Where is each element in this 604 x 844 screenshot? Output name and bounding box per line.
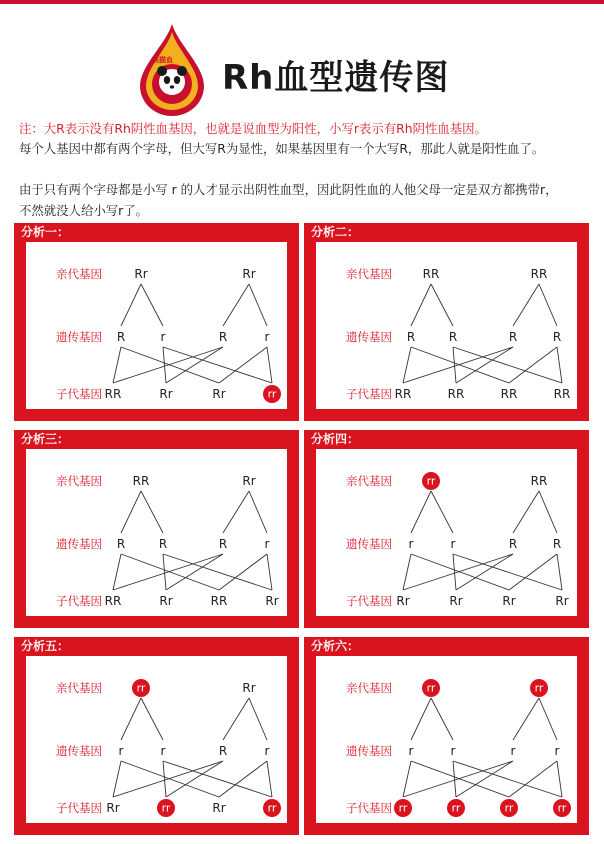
gene-child-line: [163, 347, 166, 383]
row-label-child: 子代基因: [56, 387, 102, 401]
gene-child-line: [166, 761, 223, 797]
gene-child-line: [163, 554, 272, 590]
gene-allele: R: [218, 330, 228, 344]
child-genotype: RR: [104, 594, 122, 608]
child-genotype: Rr: [159, 594, 173, 608]
panel-6: [304, 637, 589, 835]
gene-child-line: [113, 347, 121, 383]
parent-gene-line: [121, 284, 141, 326]
row-label-parent: 亲代基因: [56, 681, 102, 695]
gene-child-line: [267, 554, 272, 590]
inheritance-diagram: [316, 449, 577, 616]
panel-body: [26, 449, 287, 616]
parent-gene-line: [121, 491, 141, 533]
page-title: Rh血型遗传图: [222, 58, 450, 98]
panel-heading: 分析三：: [21, 432, 70, 446]
panel-1: [14, 223, 299, 421]
child-genotype: rr: [267, 387, 277, 401]
gene-allele: r: [160, 744, 166, 758]
gene-allele: R: [508, 330, 518, 344]
parent-gene-line: [513, 491, 539, 533]
child-genotype: RR: [447, 387, 465, 401]
gene-allele: r: [160, 330, 166, 344]
gene-allele: r: [264, 330, 270, 344]
note-line-1: 每个人基因中都有两个字母，但大写R为显性，如果基因里有一个大写R，那此人就是阳性血了。: [19, 141, 545, 156]
parent-gene-line: [411, 698, 431, 740]
gene-allele: r: [510, 744, 516, 758]
panel-heading: 分析一：: [21, 225, 70, 239]
child-genotype: Rr: [106, 801, 120, 815]
panel-body: [316, 242, 577, 409]
gene-allele: r: [264, 744, 270, 758]
row-label-child: 子代基因: [346, 594, 392, 608]
gene-allele: r: [408, 537, 414, 551]
gene-allele: R: [116, 537, 126, 551]
gene-child-line: [113, 554, 223, 590]
parent-gene-line: [223, 284, 249, 326]
gene-child-line: [411, 347, 509, 383]
panel-heading: 分析六：: [311, 639, 360, 653]
parent-gene-line: [431, 698, 453, 740]
child-genotype: rr: [398, 801, 408, 815]
parent-gene-line: [513, 698, 539, 740]
row-label-child: 子代基因: [56, 594, 102, 608]
gene-child-line: [509, 347, 557, 383]
gene-allele: R: [116, 330, 126, 344]
gene-child-line: [113, 761, 223, 797]
panel-5: [14, 637, 299, 835]
note-line-3: 不然就没人给小写r了。: [19, 203, 149, 218]
gene-allele: R: [158, 537, 168, 551]
gene-child-line: [166, 347, 223, 383]
parent-genotype: rr: [136, 681, 146, 695]
child-genotype: Rr: [212, 387, 226, 401]
gene-child-line: [456, 347, 513, 383]
gene-child-line: [121, 347, 219, 383]
row-label-child: 子代基因: [56, 801, 102, 815]
row-label-parent: 亲代基因: [346, 267, 392, 281]
gene-child-line: [453, 347, 562, 383]
parent-genotype: RR: [422, 267, 440, 281]
parent-genotype: RR: [530, 267, 548, 281]
row-label-child: 子代基因: [346, 801, 392, 815]
gene-child-line: [403, 554, 513, 590]
gene-allele: r: [450, 744, 456, 758]
gene-child-line: [411, 554, 509, 590]
child-genotype: rr: [504, 801, 514, 815]
gene-allele: r: [408, 744, 414, 758]
gene-child-line: [166, 554, 223, 590]
gene-child-line: [113, 554, 121, 590]
child-genotype: rr: [267, 801, 277, 815]
row-label-gene: 遗传基因: [56, 537, 102, 551]
gene-child-line: [113, 347, 223, 383]
child-genotype: RR: [500, 387, 518, 401]
panel-4: [304, 430, 589, 628]
parent-gene-line: [539, 698, 557, 740]
gene-child-line: [403, 761, 513, 797]
gene-child-line: [163, 347, 272, 383]
parent-genotype: rr: [426, 681, 436, 695]
child-genotype: RR: [104, 387, 122, 401]
gene-child-line: [509, 761, 557, 797]
gene-child-line: [453, 761, 456, 797]
top-accent-bar: [0, 0, 604, 4]
parent-genotype: RR: [530, 474, 548, 488]
child-genotype: RR: [210, 594, 228, 608]
parent-gene-line: [223, 698, 249, 740]
gene-child-line: [163, 554, 166, 590]
gene-child-line: [267, 761, 272, 797]
gene-child-line: [453, 761, 562, 797]
parent-gene-line: [249, 491, 267, 533]
gene-child-line: [557, 347, 562, 383]
gene-child-line: [219, 761, 267, 797]
gene-allele: R: [218, 744, 228, 758]
parent-gene-line: [411, 284, 431, 326]
logo-text: 熊猫血: [152, 56, 173, 64]
parent-genotype: Rr: [242, 267, 256, 281]
row-label-parent: 亲代基因: [346, 681, 392, 695]
gene-child-line: [113, 761, 121, 797]
child-genotype: RR: [394, 387, 412, 401]
parent-gene-line: [539, 284, 557, 326]
gene-child-line: [121, 554, 219, 590]
child-genotype: Rr: [555, 594, 569, 608]
gene-child-line: [557, 761, 562, 797]
gene-allele: R: [406, 330, 416, 344]
panel-body: [316, 449, 577, 616]
gene-child-line: [403, 347, 513, 383]
parent-gene-line: [141, 284, 163, 326]
inheritance-diagram: [26, 242, 287, 409]
note-line-2: 由于只有两个字母都是小写 r 的人才显示出阴性血型，因此阴性血的人他父母一定是双方都携带r，: [19, 182, 558, 197]
gene-child-line: [411, 761, 509, 797]
gene-child-line: [219, 347, 267, 383]
gene-child-line: [453, 554, 456, 590]
gene-allele: R: [552, 537, 562, 551]
gene-child-line: [456, 761, 513, 797]
parent-gene-line: [249, 698, 267, 740]
gene-allele: R: [508, 537, 518, 551]
row-label-gene: 遗传基因: [56, 330, 102, 344]
gene-child-line: [453, 554, 562, 590]
gene-allele: R: [218, 537, 228, 551]
gene-child-line: [163, 761, 166, 797]
child-genotype: Rr: [159, 387, 173, 401]
inheritance-diagram: [26, 449, 287, 616]
parent-gene-line: [431, 491, 453, 533]
panel-body: [316, 656, 577, 823]
row-label-child: 子代基因: [346, 387, 392, 401]
parent-genotype: RR: [132, 474, 150, 488]
gene-child-line: [456, 554, 513, 590]
gene-child-line: [509, 554, 557, 590]
gene-allele: r: [450, 537, 456, 551]
note-red: 注：大R表示没有Rh阴性血基因，也就是说血型为阳性，小写r表示有Rh阴性血基因。: [19, 121, 487, 136]
row-label-gene: 遗传基因: [56, 744, 102, 758]
gene-child-line: [453, 347, 456, 383]
parent-genotype: Rr: [242, 474, 256, 488]
gene-allele: R: [552, 330, 562, 344]
parent-genotype: rr: [534, 681, 544, 695]
row-label-parent: 亲代基因: [56, 474, 102, 488]
panel-heading: 分析五：: [21, 639, 70, 653]
parent-gene-line: [539, 491, 557, 533]
gene-allele: r: [118, 744, 124, 758]
inheritance-diagram: [316, 242, 577, 409]
panel-heading: 分析二：: [311, 225, 360, 239]
gene-child-line: [403, 761, 411, 797]
child-genotype: rr: [451, 801, 461, 815]
inheritance-diagram: [316, 656, 577, 823]
gene-child-line: [403, 554, 411, 590]
parent-genotype: rr: [426, 474, 436, 488]
child-genotype: Rr: [502, 594, 516, 608]
row-label-gene: 遗传基因: [346, 537, 392, 551]
gene-child-line: [267, 347, 272, 383]
child-genotype: Rr: [449, 594, 463, 608]
parent-genotype: Rr: [134, 267, 148, 281]
panda-blood-drop-icon: [136, 22, 208, 118]
child-genotype: rr: [557, 801, 567, 815]
panel-heading: 分析四：: [311, 432, 360, 446]
child-genotype: rr: [161, 801, 171, 815]
gene-child-line: [163, 761, 272, 797]
row-label-parent: 亲代基因: [346, 474, 392, 488]
child-genotype: RR: [553, 387, 571, 401]
parent-gene-line: [141, 491, 163, 533]
parent-genotype: Rr: [242, 681, 256, 695]
child-genotype: Rr: [212, 801, 226, 815]
gene-allele: R: [448, 330, 458, 344]
parent-gene-line: [223, 491, 249, 533]
gene-child-line: [557, 554, 562, 590]
gene-allele: r: [554, 744, 560, 758]
row-label-parent: 亲代基因: [56, 267, 102, 281]
child-genotype: Rr: [396, 594, 410, 608]
panel-body: [26, 242, 287, 409]
parent-gene-line: [141, 698, 163, 740]
parent-gene-line: [249, 284, 267, 326]
child-genotype: Rr: [265, 594, 279, 608]
gene-child-line: [403, 347, 411, 383]
gene-child-line: [121, 761, 219, 797]
panel-2: [304, 223, 589, 421]
panel-3: [14, 430, 299, 628]
parent-gene-line: [411, 491, 431, 533]
parent-gene-line: [121, 698, 141, 740]
parent-gene-line: [431, 284, 453, 326]
row-label-gene: 遗传基因: [346, 744, 392, 758]
inheritance-diagram: [26, 656, 287, 823]
gene-allele: r: [264, 537, 270, 551]
panel-body: [26, 656, 287, 823]
row-label-gene: 遗传基因: [346, 330, 392, 344]
parent-gene-line: [513, 284, 539, 326]
gene-child-line: [219, 554, 267, 590]
